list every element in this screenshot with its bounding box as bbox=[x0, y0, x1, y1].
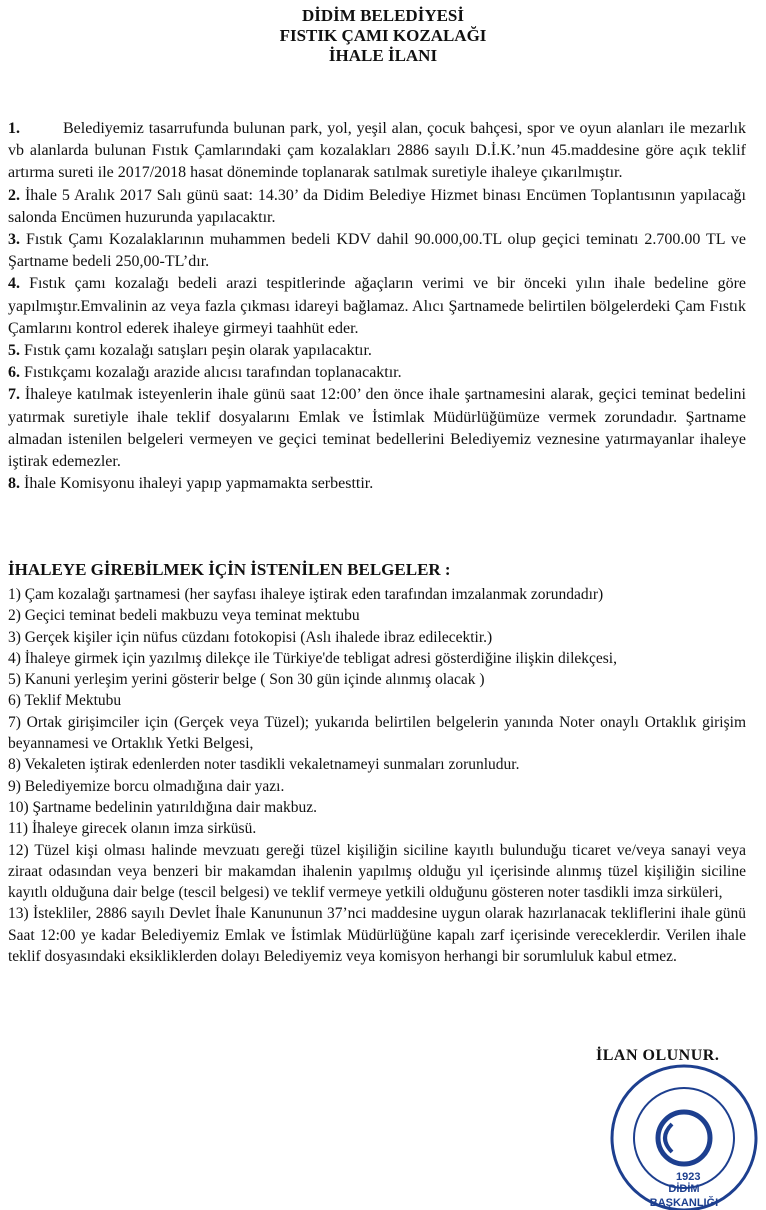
announcement-item bbox=[8, 340, 746, 362]
item-text: İhale Komisyonu ihaleyi yapıp yapmamakta serbesttir. bbox=[24, 475, 374, 493]
official-stamp bbox=[572, 1040, 766, 1210]
item-number: 1. bbox=[8, 120, 20, 137]
announcement-item bbox=[8, 185, 746, 229]
document-item: 4) İhaleye girmek için yazılmış dilekçe ile Türkiye'de tebligat adresi gösterdiğine ilişkin dilekçesi, bbox=[8, 649, 617, 667]
announcement-item bbox=[8, 273, 746, 340]
signoff-text: İLAN OLUNUR. bbox=[596, 1047, 720, 1064]
document-item: 2) Geçici teminat bedeli makbuzu veya teminat mektubu bbox=[8, 607, 360, 625]
announcement-item bbox=[8, 384, 746, 473]
header-line-3: İHALE İLANI bbox=[328, 46, 438, 65]
announcement-item bbox=[8, 118, 746, 185]
document-item: 7) Ortak girişimciler için (Gerçek veya Tüzel); yukarıda belirtilen belgelerin yanında Noter onaylı Ortaklık girişim beyannamesi ve Ortaklık Yetki Belgesi, bbox=[8, 713, 746, 753]
item-text: Fıstık Çamı Kozalaklarının muhammen bedeli KDV dahil 90.000,00.TL olup geçici teminatı 2.700.00 TL ve Şartname bedeli 250,00-TL’dır. bbox=[8, 231, 747, 271]
required-documents-list bbox=[8, 584, 746, 967]
stamp-year: 1923 bbox=[676, 1171, 701, 1183]
item-text: Fıstıkçamı kozalağı arazide alıcısı tarafından toplanacaktır. bbox=[24, 364, 402, 382]
header-line-2: FISTIK ÇAMI KOZALAĞI bbox=[279, 26, 487, 45]
item-number: 8. bbox=[8, 475, 20, 493]
document-item: 6) Teklif Mektubu bbox=[8, 692, 122, 710]
item-number: 3. bbox=[8, 231, 20, 249]
item-text: Fıstık çamı kozalağı bedeli arazi tespitlerinde ağaçların verimi ve bir önceki yılın ihale bedeline göre yapılmıştır.Emvalinin az veya fazla çıkması idareyi bağlamaz. Alıcı Şartnamede belirtilen bölgelerdeki Çam Fıstık Çamlarını kontrol ederek ihaleye girmeyi taahhüt eder. bbox=[8, 275, 747, 337]
header-line-1: DİDİM BELEDİYESİ bbox=[301, 6, 464, 25]
document-item: 13) İstekliler, 2886 sayılı Devlet İhale Kanununun 37’nci maddesine uygun olarak hazırlanacak tekliflerini ihale günü Saat 12:00 ye kadar Belediyemiz Emlak ve İstimlak Müdürlüğüne kapalı zarf içerisinde vereceklerdir. Verilen ihale teklif dosyasındaki eksikliklerden dolayı Belediyemiz veya komisyon herhangi bir sorumluluk kabul etmez. bbox=[8, 905, 746, 966]
item-text: İhale 5 Aralık 2017 Salı günü saat: 14.30’ da Didim Belediye Hizmet binası Encümen Toplantısının yapılacağı salonda Encümen huzurunda yapılacaktır. bbox=[8, 186, 747, 226]
document-item: 3) Gerçek kişiler için nüfus cüzdanı fotokopisi (Aslı ihalede ibraz edilecektir.) bbox=[8, 628, 493, 646]
stamp-city: DİDİM bbox=[668, 1183, 700, 1195]
document-item: 10) Şartname bedelinin yatırıldığına dair makbuz. bbox=[8, 798, 318, 816]
document-item: 11) İhaleye girecek olanın imza sirküsü. bbox=[8, 820, 257, 838]
announcement-item bbox=[8, 362, 746, 384]
document-item: 5) Kanuni yerleşim yerini gösterir belge ( Son 30 gün içinde alınmış olacak ) bbox=[8, 671, 485, 689]
document-item: 1) Çam kozalağı şartnamesi (her sayfası ihaleye iştirak eden tarafından imzalanmak zorundadır) bbox=[8, 586, 604, 603]
stamp-office: BAŞKANLIĞI bbox=[649, 1197, 719, 1209]
required-documents-title: İHALEYE GİREBİLMEK İÇİN İSTENİLEN BELGELER : bbox=[8, 560, 451, 579]
announcement-body bbox=[8, 118, 746, 495]
document-item: 9) Belediyemize borcu olmadığına dair yazı. bbox=[8, 777, 285, 795]
item-text: İhaleye katılmak isteyenlerin ihale günü saat 12:00’ den önce ihale şartnamesini alarak, geçici teminat bedelini yatırmak suretiyle ihale teklif dosyalarını Emlak ve İstimlak Müdürlüğümüze vermek zorundadır. Şartname almadan istenilen belgeleri vermeyen ve geçici teminat bedellerini Belediyemiz veznesine yatırmayanlar ihaleye iştirak edemezler. bbox=[8, 386, 747, 471]
item-number: 6. bbox=[8, 364, 20, 382]
announcement-item bbox=[8, 229, 746, 273]
item-text: Belediyemiz tasarrufunda bulunan park, yol, yeşil alan, çocuk bahçesi, spor ve oyun alanları ile mezarlık vb alanlarda bulunan Fıstık Çamlarındaki çam kozalakları 2886 sayılı D.İ.K.’nun 45.maddesine göre açık teklif artırma sureti ile 2017/2018 hasat döneminde toplanarak satılmak suretiyle ihaleye çıkarılmıştır. bbox=[8, 120, 746, 182]
item-number: 5. bbox=[8, 342, 20, 360]
item-text: Fıstık çamı kozalağı satışları peşin olarak yapılacaktır. bbox=[24, 342, 372, 360]
item-number: 2. bbox=[8, 186, 20, 204]
document-item: 8) Vekaleten iştirak edenlerden noter tasdikli vekaletnameyi sunmaları zorunludur. bbox=[8, 756, 520, 774]
item-number: 4. bbox=[8, 275, 20, 293]
announcement-item bbox=[8, 473, 746, 495]
stamp-emblem-crescent bbox=[665, 1124, 672, 1152]
document-header bbox=[0, 6, 766, 66]
item-number: 7. bbox=[8, 386, 20, 404]
document-item: 12) Tüzel kişi olması halinde mevzuatı gereği tüzel kişiliğin siciline kayıtlı bulunduğu ticaret ve/veya sanayi veya ziraat odasından veya benzeri bir makamdan ihalenin yapılmış olduğu yıl içerisinde alınmış tüzel kişiliğin siciline kayıtlı olduğuna dair belge (tescil belgesi) ve teklif vermeye yetkili olduğunu gösteren noter tasdikli imza sirküleri, bbox=[8, 841, 746, 902]
